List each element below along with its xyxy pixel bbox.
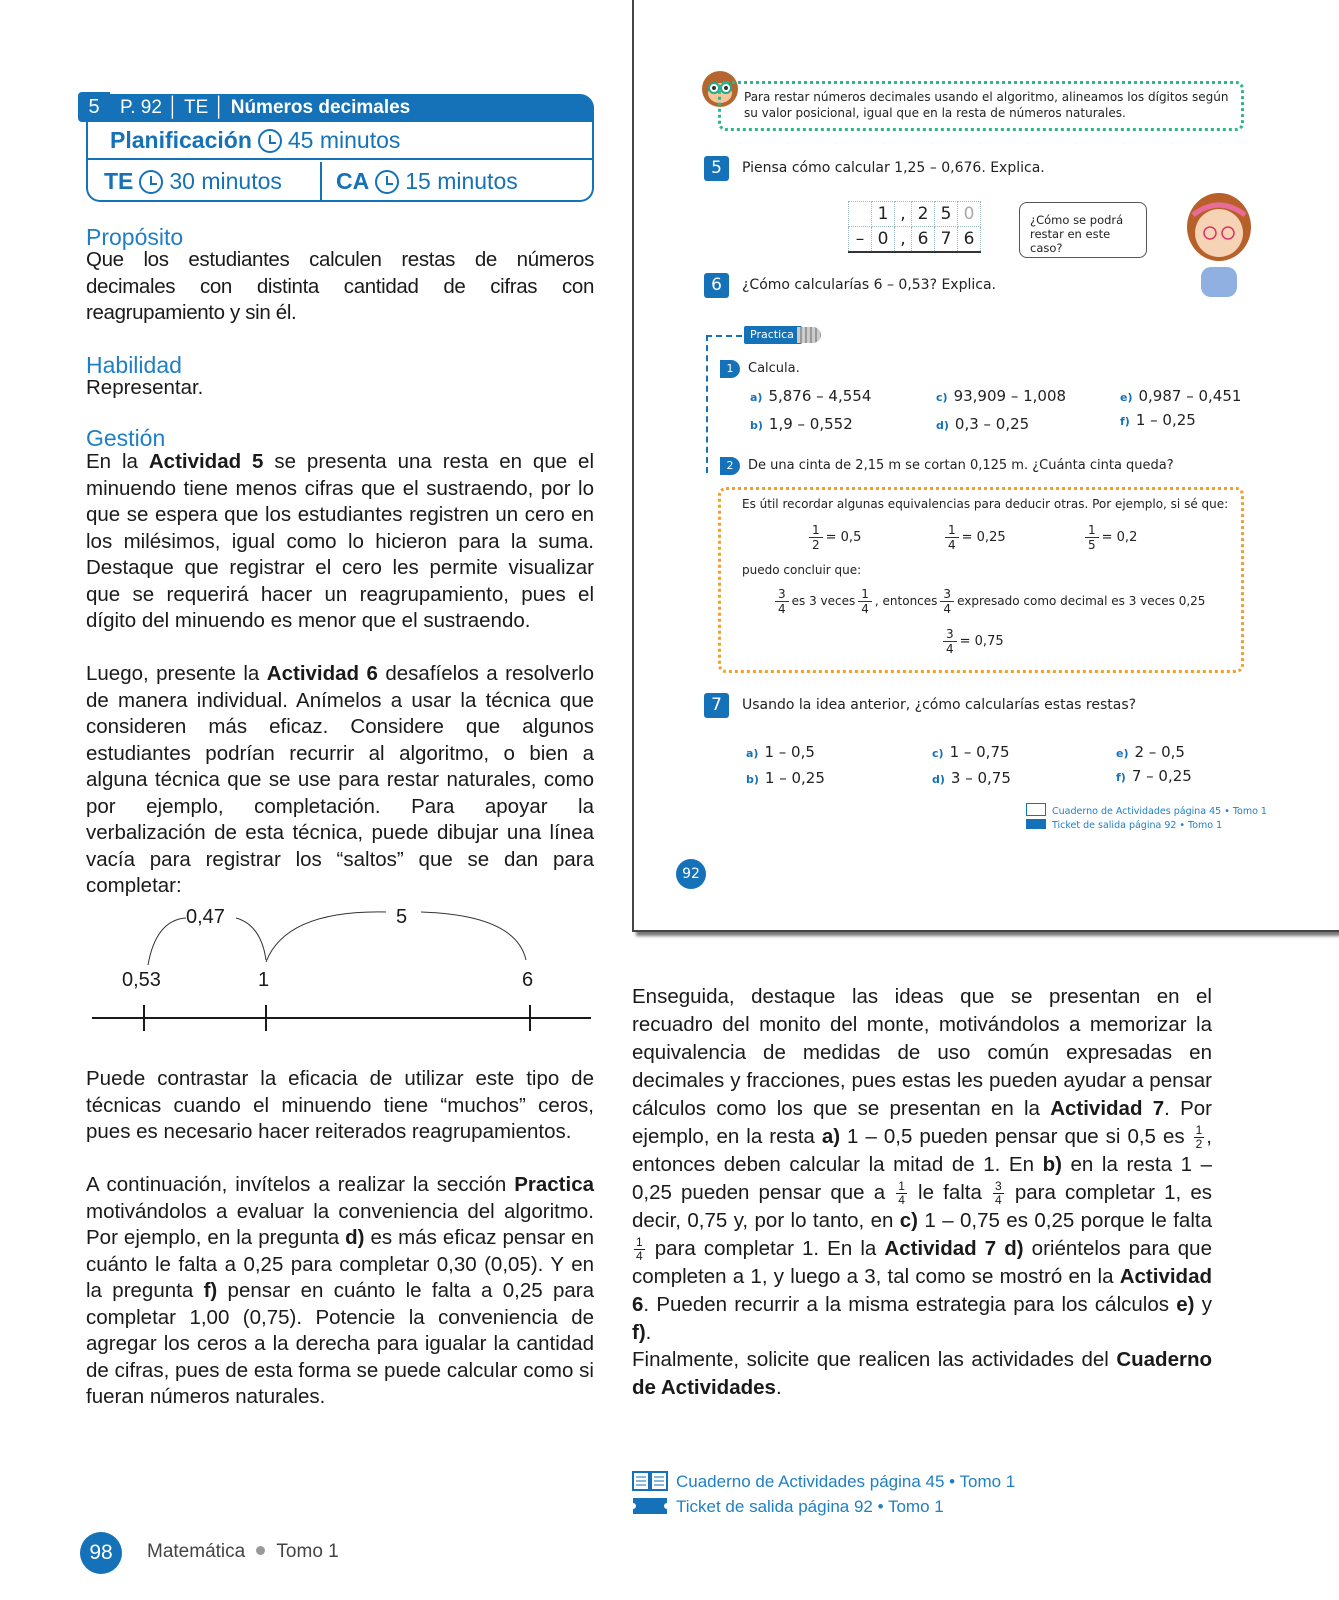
- te-cell: [104, 162, 282, 200]
- gestion-heading: Gestión: [86, 425, 166, 451]
- jump-label-2: 5: [396, 906, 408, 928]
- grid-cell: 2: [912, 202, 935, 227]
- gestion-paragraph-2: [86, 661, 594, 900]
- practice-item: f) 1 – 0,25: [1120, 411, 1196, 429]
- equivalence-2: $\frac{1}{4}$ = 0,25: [942, 523, 1006, 552]
- point-label: 1: [258, 969, 270, 991]
- text-run: . Por ejemplo, en la resta: [632, 1097, 1212, 1148]
- text-run: , entonces deben calcular la mitad de 1. En: [632, 1125, 1212, 1177]
- proposito-heading: Propósito: [86, 224, 184, 250]
- question-number: 5: [704, 156, 729, 181]
- practice-1-text: Calcula.: [748, 361, 800, 376]
- practice-item: d) 0,3 – 0,25: [936, 415, 1030, 433]
- text-run: Finalmente, solicite que realicen las actividades del: [632, 1348, 1117, 1371]
- text-run: 1 – 0,75 es 0,25 porque le falta: [918, 1209, 1212, 1233]
- practice-number: 2: [720, 457, 740, 475]
- bold-run: f): [632, 1321, 646, 1345]
- alarm-clock-icon: [258, 129, 282, 153]
- q7-item: a) 1 – 0,5: [746, 743, 815, 761]
- book-icon: [632, 1470, 668, 1492]
- tip-text: Para restar números decimales usando el algoritmo, alineamos los dígitos según su valor posicional, igual que en la resta de números naturales.: [744, 90, 1229, 120]
- fraction: $\frac{1}{4}$: [636, 1235, 643, 1264]
- bold-run: d): [345, 1226, 365, 1249]
- text-run: motivándolos a evaluar la conveniencia del algoritmo. Por ejemplo, en la pregunta: [86, 1199, 594, 1249]
- speech-bubble: ¿Cómo se podrá restar en este caso?: [1019, 202, 1147, 258]
- planning-box: [86, 122, 594, 202]
- question-number: 6: [704, 273, 729, 298]
- practica-top-line: [706, 335, 742, 337]
- ticket-link-text: Ticket de salida página 92 • Tomo 1: [676, 1497, 944, 1516]
- text-run: . Pueden recurrir a la misma estrategia para los cálculos: [643, 1293, 1177, 1317]
- footer-text: [147, 1541, 339, 1563]
- text-run: .: [645, 1321, 652, 1345]
- page-ref-ticket: Ticket de salida página 92 • Tomo 1: [1026, 819, 1222, 831]
- equivalence-1: $\frac{1}{2}$ = 0,5: [806, 523, 861, 552]
- grid-cell: ,: [895, 202, 912, 227]
- gestion-paragraph-1: [86, 449, 594, 635]
- text-run: pensar en cuánto le falta a 0,25 para completar 1,00 (0,75). Potencie la conveniencia de agregar los ceros a la derecha para igualar la cantidad de cifras, pues de esta forma se puede calcular como si fueran números naturales.: [86, 1279, 594, 1408]
- jump-label-1: 0,47: [186, 906, 225, 928]
- text-run: se presenta una resta en que el minuendo tiene menos cifras que el sustraendo, por lo que se espera que los estudiantes registren un cero en los milésimos, igual como lo hicieron para la suma. Destaque que registrar el cero les permite visualizar que se requerirá hacer un reagrupamiento, pues el dígito del minuendo es menor que el sustraendo.: [86, 450, 594, 632]
- text-run: y: [1194, 1293, 1212, 1317]
- jump-arc-2b: [421, 912, 526, 960]
- page-ref-workbook: Cuaderno de Actividades página 45 • Tomo 1: [1026, 803, 1267, 817]
- bold-run: Practica: [514, 1173, 594, 1196]
- workbook-link-text: Cuaderno de Actividades página 45 • Tomo 1: [676, 1472, 1016, 1491]
- bold-run: Actividad 7: [1050, 1097, 1165, 1120]
- conclude-text: puedo concluir que:: [742, 563, 862, 577]
- q7-item: f) 7 – 0,25: [1116, 767, 1192, 785]
- text-run: para completar 1, es decir, 0,75 y, por lo tanto, en: [632, 1181, 1212, 1233]
- ca-cell: [336, 162, 518, 200]
- te-time: 30 minutos: [169, 168, 282, 194]
- text-run: 1 – 0,5 pueden pensar que si 0,5 es: [840, 1125, 1192, 1148]
- bold-run: a): [821, 1125, 841, 1148]
- q7-item: e) 2 – 0,5: [1116, 743, 1185, 761]
- practice-number: 1: [720, 360, 740, 378]
- ticket-icon: [632, 1496, 668, 1516]
- bold-run: Cuaderno de Actividades: [632, 1348, 1212, 1399]
- page-number-badge: 98: [80, 1532, 122, 1574]
- q7-item: c) 1 – 0,75: [932, 743, 1010, 761]
- bullet-dot: [256, 1546, 265, 1555]
- ca-label: CA: [336, 168, 370, 194]
- text-run: En la: [86, 450, 149, 473]
- resource-link-ticket[interactable]: [632, 1496, 944, 1517]
- planning-row: [88, 122, 592, 160]
- bold-run: f): [203, 1279, 218, 1302]
- grid-cell: ,: [895, 227, 912, 253]
- point-label: 6: [522, 969, 534, 991]
- footer-tome: Tomo 1: [276, 1541, 339, 1562]
- bold-run: Actividad 7 d): [884, 1237, 1024, 1261]
- ca-time: 15 minutos: [405, 168, 518, 194]
- text-run: desafíelos a resolverlo de manera individual. Anímelos a usar la técnica que consideren más eficaz. Considere que algunos estudiantes podrían recurrir al algoritmo, o bien a alguna técnica que se use para restar naturales, como por ejemplo, completación. Para apoyar la verbalización de esta técnica, puede dibujar una línea vacía para registrar los “saltos” que se dan para completar:: [86, 662, 594, 897]
- text-run: es más eficaz pensar en cuánto le falta a 0,25 para completar 0,30 (0,05). Y en la pregunta: [86, 1226, 594, 1302]
- fraction: $\frac{3}{4}$: [995, 1179, 1002, 1208]
- bold-run: b): [1042, 1153, 1062, 1177]
- question-7-text: Usando la idea anterior, ¿cómo calcularías estas restas?: [742, 697, 1137, 713]
- ticket-icon: [1026, 819, 1046, 829]
- grid-cell: 5: [935, 202, 958, 227]
- habilidad-text: Representar.: [86, 376, 204, 399]
- gestion-paragraph-4: [86, 1172, 594, 1411]
- lesson-header-bar: [110, 94, 594, 122]
- bold-run: Actividad 5: [148, 450, 264, 473]
- student-book-page: [632, 0, 1339, 932]
- practice-item: a) 5,876 – 4,554: [750, 387, 872, 405]
- grid-cell: 1: [872, 202, 895, 227]
- practice-item: b) 1,9 – 0,552: [750, 415, 853, 433]
- bold-run: Actividad 6: [632, 1265, 1212, 1317]
- subtraction-grid: [848, 201, 981, 253]
- final-equivalence: $\frac{3}{4}$ = 0,75: [940, 627, 1004, 656]
- jump-arc-1: [148, 918, 186, 965]
- q7-item: b) 1 – 0,25: [746, 769, 825, 787]
- practica-label: Practica: [744, 326, 802, 344]
- text-run: en la resta 1 – 0,25 pueden pensar que a: [632, 1153, 1212, 1205]
- te-label: TE: [104, 168, 134, 194]
- number-line-diagram: [86, 900, 596, 1040]
- bold-run: e): [1176, 1293, 1195, 1317]
- jump-arc-1b: [236, 918, 266, 960]
- grid-cell: 0: [872, 227, 895, 253]
- text-run: le falta: [908, 1181, 992, 1205]
- grid-cell: –: [849, 227, 872, 253]
- point-label: 0,53: [122, 969, 161, 991]
- right-paragraph-2: [632, 1346, 1212, 1402]
- text-run: Luego, presente la: [86, 662, 267, 685]
- jump-arc-2: [266, 912, 386, 962]
- student-page-number: 92: [676, 859, 706, 889]
- proposito-text: Que los estudiantes calculen restas de números decimales con distinta cantidad de cifras con reagrupamiento y sin él.: [86, 248, 594, 324]
- deduction-line: $\frac{3}{4}$ es 3 veces $\frac{1}{4}$ , entonces $\frac{3}{4}$ expresado como decimal es 3 veces 0,25: [772, 587, 1205, 616]
- book-icon: [1026, 803, 1046, 816]
- question-6-text: ¿Cómo calcularías 6 – 0,53? Explica.: [742, 277, 996, 293]
- grid-cell-added-zero: 0: [958, 202, 981, 227]
- alarm-clock-icon: [375, 170, 399, 194]
- lesson-title: Números decimales: [230, 97, 411, 118]
- text-run: .: [775, 1376, 782, 1399]
- unit-number-badge: 5: [78, 92, 110, 122]
- fraction: $\frac{1}{2}$: [1195, 1123, 1203, 1152]
- q7-item: d) 3 – 0,75: [932, 769, 1011, 787]
- alarm-clock-icon: [139, 170, 163, 194]
- equivalences-intro: Es útil recordar algunas equivalencias para deducir otras. Por ejemplo, si sé que:: [742, 497, 1229, 511]
- pencil-icon: [797, 327, 821, 343]
- text-run: Enseguida, destaque las ideas que se presentan en el recuadro del monito del monte, motivándolos a memorizar la equivalencia de medidas de uso común expresadas en decimales y fracciones, pues estas les pueden ayudar a pensar cálculos como los que se presentan en la: [632, 985, 1212, 1120]
- practice-item: e) 0,987 – 0,451: [1120, 387, 1242, 405]
- resource-link-workbook[interactable]: [632, 1470, 1015, 1492]
- right-paragraph-1: [632, 983, 1212, 1347]
- fraction: $\frac{1}{4}$: [898, 1179, 905, 1208]
- text-run: A continuación, invítelos a realizar la sección: [86, 1173, 515, 1196]
- header-bar-text: P. 92 │ TE │: [120, 97, 231, 118]
- habilidad-heading: Habilidad: [86, 352, 182, 378]
- grid-cell: 7: [935, 227, 958, 253]
- bold-run: Actividad 6: [266, 662, 378, 685]
- gestion-paragraph-3: Puede contrastar la eficacia de utilizar este tipo de técnicas cuando el minuendo tiene “muchos” ceros, pues es necesario hacer reiterados reagrupamientos.: [86, 1067, 594, 1143]
- grid-cell: [849, 202, 872, 227]
- girl-character-icon: [1179, 189, 1259, 299]
- grid-cell: 6: [958, 227, 981, 253]
- practice-item: c) 93,909 – 1,008: [936, 387, 1067, 405]
- text-run: oriéntelos para que completen a 1, y luego a 3, tal como se mostró en la: [632, 1237, 1212, 1289]
- footer-subject: Matemática: [147, 1541, 246, 1562]
- cell-divider: [320, 162, 322, 200]
- equivalence-3: $\frac{1}{5}$ = 0,2: [1082, 523, 1137, 552]
- question-number: 7: [704, 693, 729, 718]
- question-5-text: Piensa cómo calcular 1,25 – 0,676. Explica.: [742, 160, 1045, 176]
- bold-run: c): [899, 1209, 919, 1233]
- text-run: para completar 1. En la: [646, 1237, 885, 1261]
- practica-side-line: [706, 335, 710, 473]
- planning-label: Planificación: [110, 127, 252, 153]
- practice-2-text: De una cinta de 2,15 m se cortan 0,125 m. ¿Cuánta cinta queda?: [748, 458, 1174, 473]
- grid-cell: 6: [912, 227, 935, 253]
- planning-time: 45 minutos: [287, 127, 401, 153]
